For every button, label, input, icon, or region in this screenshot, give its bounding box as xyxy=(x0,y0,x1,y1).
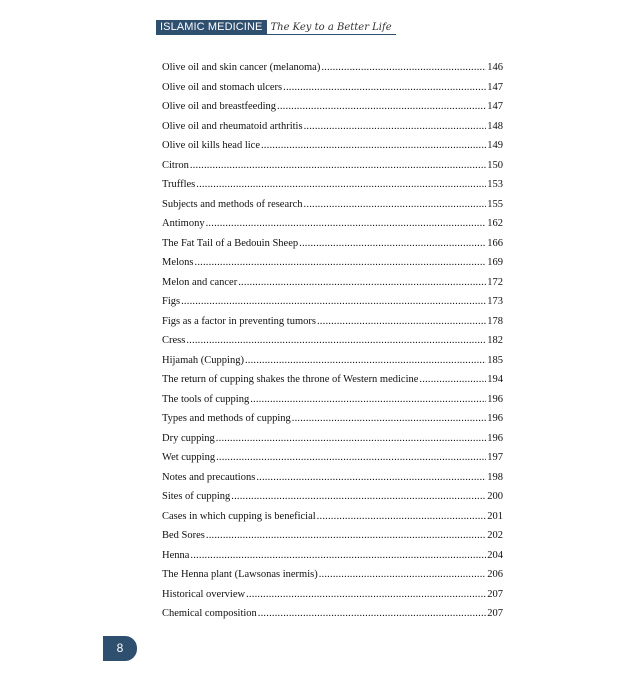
toc-entry xyxy=(162,136,503,156)
toc-entry xyxy=(162,390,503,410)
toc-entry xyxy=(162,429,503,449)
toc-entry-page: 201 xyxy=(487,510,503,522)
toc-entry-title: Citron xyxy=(162,159,189,171)
toc-entry-page: 197 xyxy=(487,452,503,463)
dot-leader xyxy=(319,565,487,585)
toc-entry xyxy=(162,156,503,176)
toc-entry-title: Sites of cupping xyxy=(162,491,231,502)
dot-leader xyxy=(317,507,487,527)
toc-entry-title: Olive oil and rheumatoid arthritis xyxy=(162,120,303,132)
dot-leader xyxy=(216,429,486,449)
toc-entry xyxy=(162,565,503,585)
toc-entry xyxy=(162,487,503,507)
toc-entry-title: Olive oil kills head lice xyxy=(162,140,260,151)
dot-leader xyxy=(419,370,486,390)
toc-entry-title: Olive oil and skin cancer (melanoma) xyxy=(162,62,321,73)
dot-leader xyxy=(206,214,487,234)
toc-entry xyxy=(162,175,503,195)
toc-entry-page: 162 xyxy=(487,218,503,229)
toc-entry xyxy=(162,292,503,312)
toc-entry xyxy=(162,448,503,468)
dot-leader xyxy=(292,409,487,429)
toc-entry-title: Types and methods of cupping xyxy=(162,413,291,424)
toc-entry xyxy=(162,195,503,215)
toc-entry-page: 155 xyxy=(487,198,503,210)
toc-entry-page: 166 xyxy=(487,237,503,249)
dot-leader xyxy=(256,468,486,488)
toc-entry-page: 146 xyxy=(487,62,503,73)
dot-leader xyxy=(216,448,486,468)
dot-leader xyxy=(321,58,486,78)
dot-leader xyxy=(206,526,486,546)
toc-entry-page: 147 xyxy=(487,101,503,112)
toc-entry xyxy=(162,331,503,351)
toc-entry-title: Antimony xyxy=(162,218,205,229)
dot-leader xyxy=(261,136,486,156)
toc-entry-title: The Fat Tail of a Bedouin Sheep xyxy=(162,237,299,249)
toc-entry xyxy=(162,117,503,137)
toc-entry xyxy=(162,351,503,371)
toc-entry-page: 182 xyxy=(487,335,503,346)
toc-entry xyxy=(162,526,503,546)
dot-leader xyxy=(304,195,487,215)
toc-entry-title: Truffles xyxy=(162,179,196,190)
toc-entry-page: 204 xyxy=(487,549,503,561)
toc-entry-page: 153 xyxy=(487,179,503,190)
dot-leader xyxy=(304,117,487,137)
toc-entry-page: 147 xyxy=(487,81,503,93)
toc-entry-title: Notes and precautions xyxy=(162,471,256,483)
toc-entry-title: Figs xyxy=(162,296,181,307)
toc-entry xyxy=(162,370,503,390)
dot-leader xyxy=(317,312,486,332)
dot-leader xyxy=(250,390,486,410)
toc-entry-title: Melon and cancer xyxy=(162,276,238,288)
toc-entry-page: 202 xyxy=(487,530,503,541)
toc-entry-page: 173 xyxy=(487,296,503,307)
toc-entry-title: Hijamah (Cupping) xyxy=(162,354,244,366)
dot-leader xyxy=(190,546,486,566)
toc-entry-title: Bed Sores xyxy=(162,530,205,541)
dot-leader xyxy=(195,253,487,273)
dot-leader xyxy=(186,331,486,351)
toc-entry-page: 207 xyxy=(487,588,503,600)
toc-entry xyxy=(162,546,503,566)
toc-entry-page: 196 xyxy=(487,413,503,424)
toc-entry xyxy=(162,234,503,254)
dot-leader xyxy=(246,585,486,605)
dot-leader xyxy=(258,604,486,624)
toc-entry-title: Melons xyxy=(162,257,194,268)
toc-entry-title: Subjects and methods of research xyxy=(162,198,303,210)
toc-entry-title: The return of cupping shakes the throne of Western medicine xyxy=(162,374,419,385)
dot-leader xyxy=(245,351,486,371)
toc-entry-page: 207 xyxy=(487,608,503,619)
dot-leader xyxy=(181,292,486,312)
page-number: 8 xyxy=(103,636,137,661)
toc-entry-title: Historical overview xyxy=(162,588,246,600)
table-of-contents xyxy=(162,58,503,624)
dot-leader xyxy=(238,273,486,293)
toc-entry-page: 198 xyxy=(487,471,503,483)
toc-entry-title: Olive oil and stomach ulcers xyxy=(162,81,283,93)
toc-entry-title: The tools of cupping xyxy=(162,393,250,405)
running-header xyxy=(156,20,396,35)
toc-entry xyxy=(162,604,503,624)
toc-entry xyxy=(162,273,503,293)
toc-entry-page: 172 xyxy=(487,276,503,288)
toc-entry xyxy=(162,312,503,332)
toc-entry-title: Wet cupping xyxy=(162,452,216,463)
toc-entry-page: 200 xyxy=(487,491,503,502)
toc-entry-page: 149 xyxy=(487,140,503,151)
book-title-badge: ISLAMIC MEDICINE xyxy=(156,20,267,35)
toc-entry xyxy=(162,468,503,488)
toc-entry-title: Olive oil and breastfeeding xyxy=(162,101,277,112)
toc-entry-title: The Henna plant (Lawsonas inermis) xyxy=(162,569,318,580)
toc-entry-page: 150 xyxy=(487,159,503,171)
toc-entry-title: Chemical composition xyxy=(162,608,257,619)
dot-leader xyxy=(196,175,486,195)
toc-entry-title: Henna xyxy=(162,549,190,561)
toc-entry xyxy=(162,214,503,234)
toc-entry-title: Cress xyxy=(162,335,186,346)
toc-entry xyxy=(162,97,503,117)
toc-entry xyxy=(162,409,503,429)
book-tagline: The Key to a Better Life xyxy=(267,20,395,35)
dot-leader xyxy=(277,97,486,117)
dot-leader xyxy=(190,156,486,176)
toc-entry-page: 196 xyxy=(487,432,503,444)
toc-entry xyxy=(162,253,503,273)
toc-entry-page: 169 xyxy=(487,257,503,268)
dot-leader xyxy=(299,234,486,254)
toc-entry-page: 178 xyxy=(487,315,503,327)
toc-entry xyxy=(162,78,503,98)
toc-entry xyxy=(162,507,503,527)
toc-entry-title: Cases in which cupping is beneficial xyxy=(162,510,316,522)
dot-leader xyxy=(283,78,486,98)
dot-leader xyxy=(231,487,486,507)
toc-entry-page: 185 xyxy=(487,354,503,366)
toc-entry xyxy=(162,58,503,78)
toc-entry-page: 206 xyxy=(487,569,503,580)
toc-entry-page: 148 xyxy=(487,120,503,132)
toc-entry-title: Dry cupping xyxy=(162,432,215,444)
toc-entry-page: 194 xyxy=(487,374,503,385)
toc-entry xyxy=(162,585,503,605)
toc-entry-page: 196 xyxy=(487,393,503,405)
toc-entry-title: Figs as a factor in preventing tumors xyxy=(162,315,316,327)
